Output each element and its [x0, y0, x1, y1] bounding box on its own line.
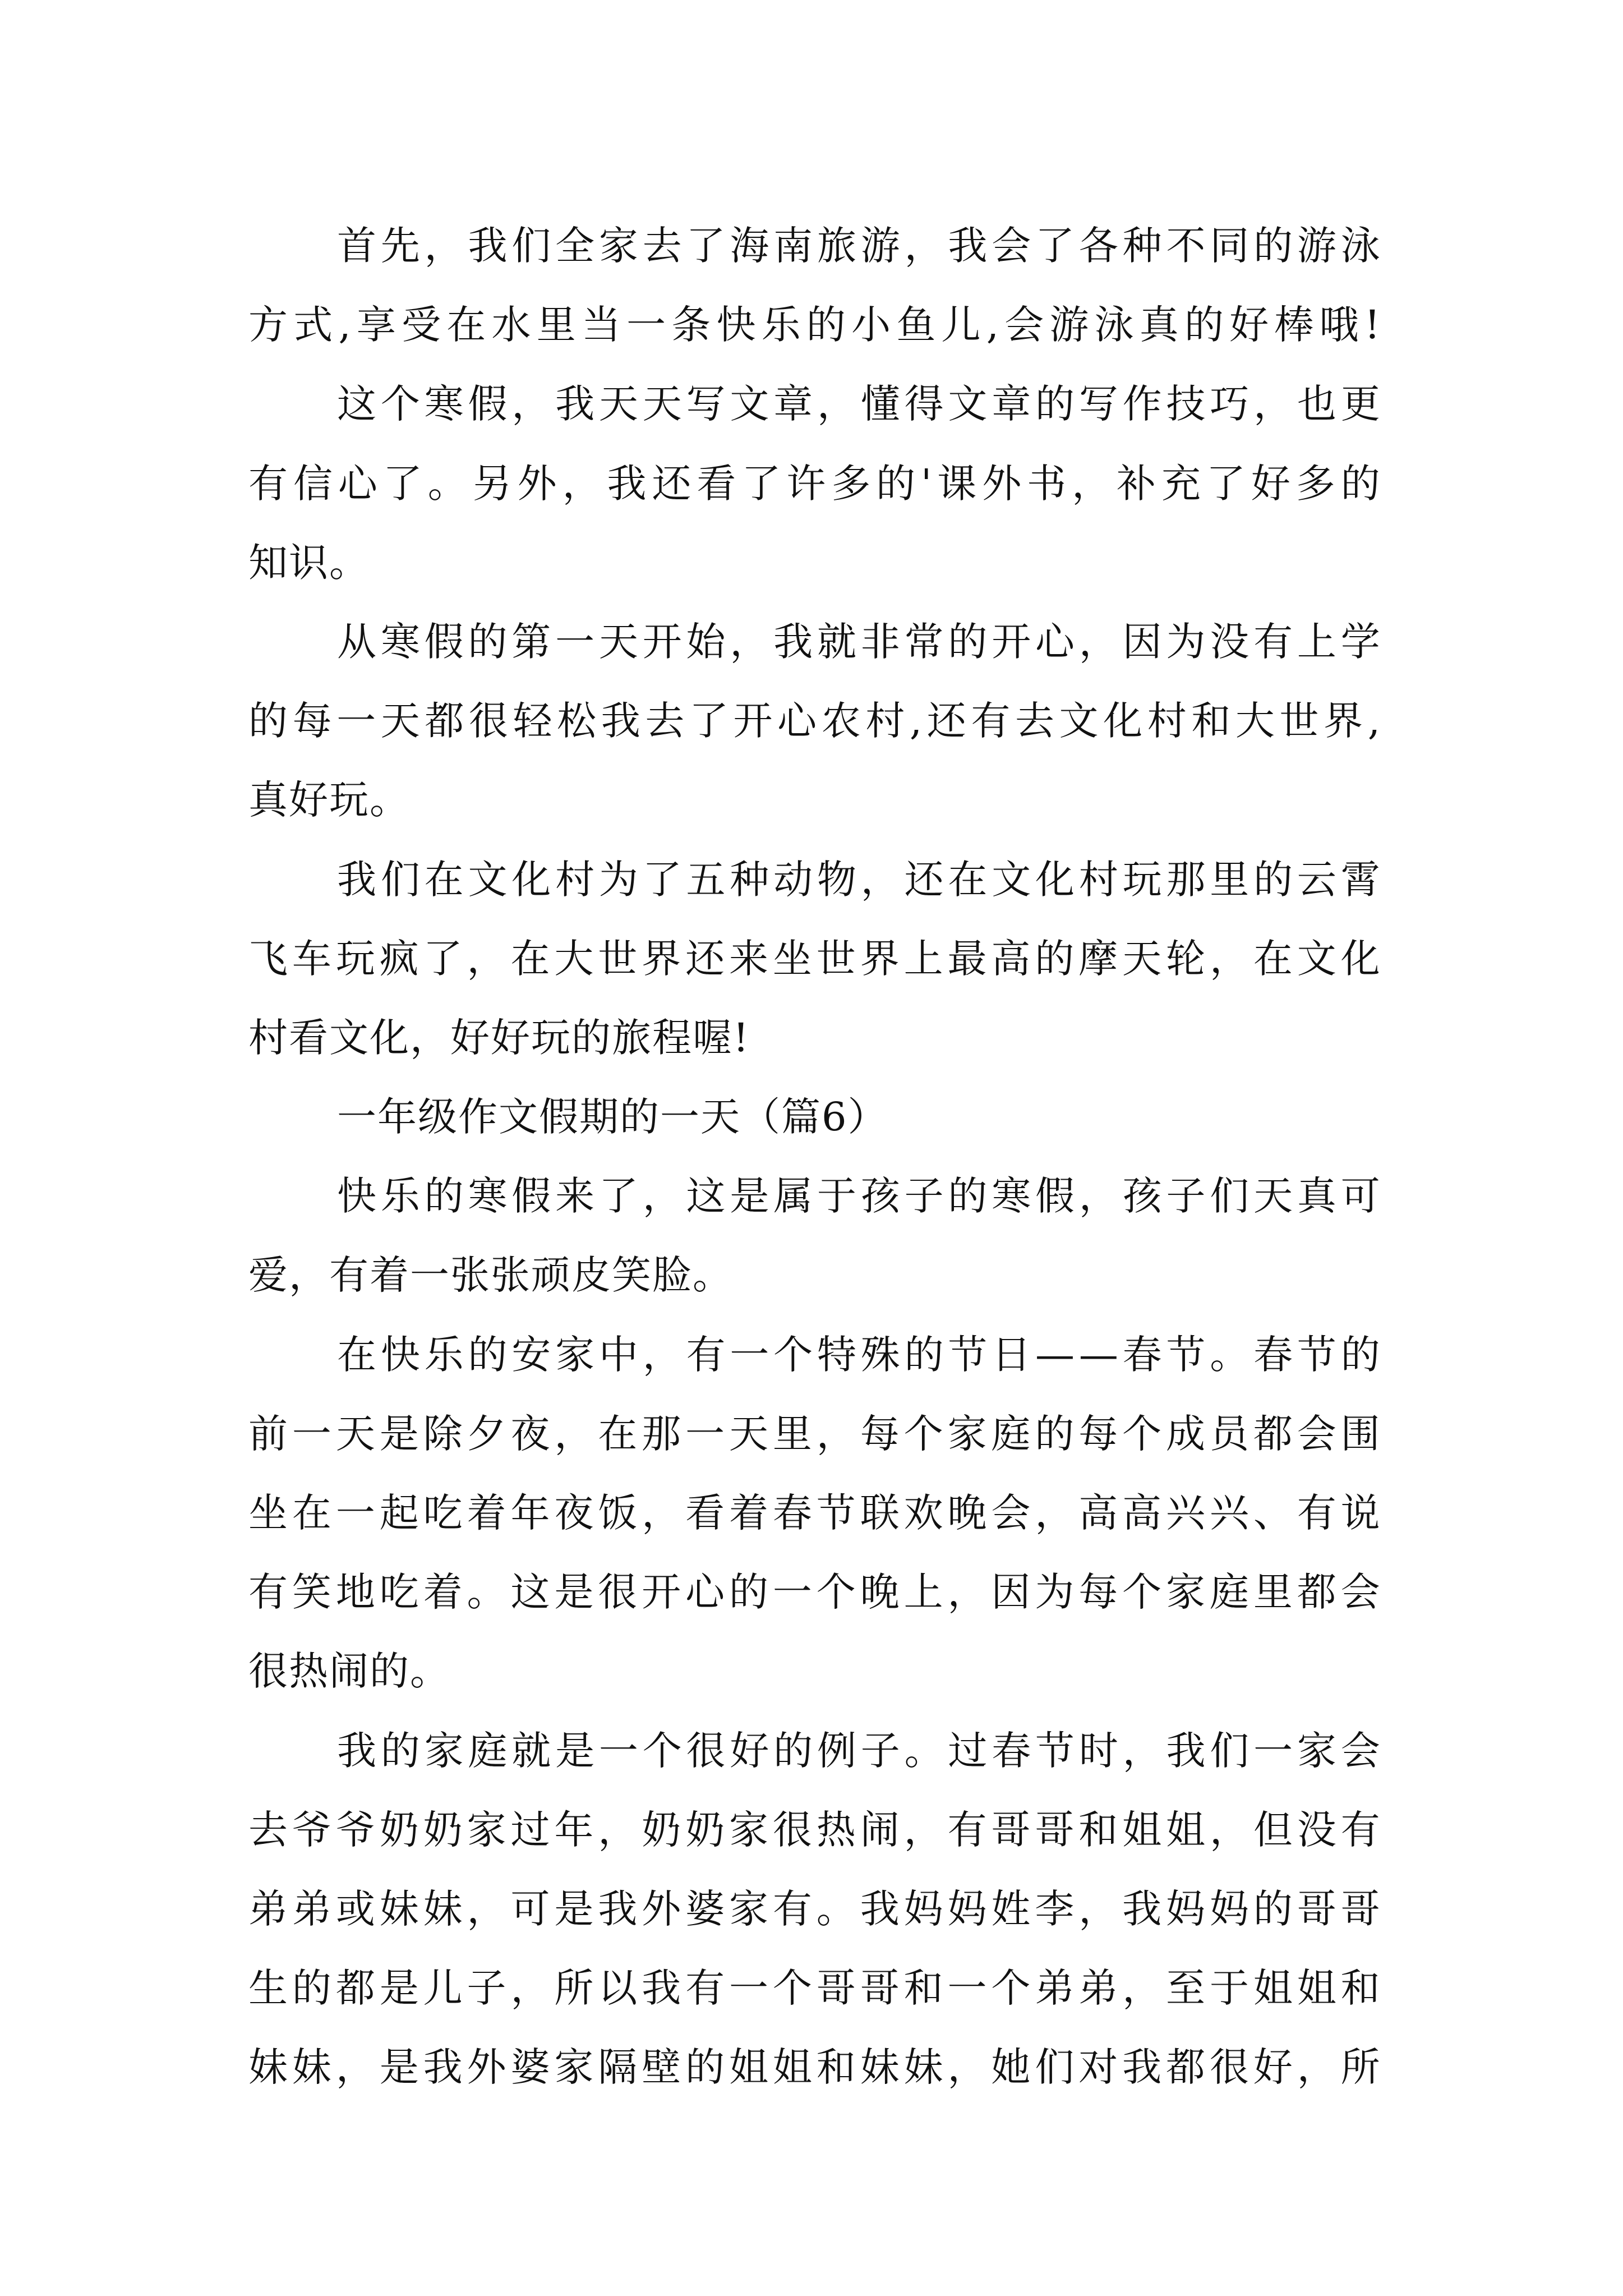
text-line: 方 式 , 享 受 在 水 里 当 一 条 快 乐 的 小 鱼 儿 , 会 游 泳 真 的 好 棒 哦 ! — [248, 302, 1381, 348]
text-line: 我 们 在 文 化 村 为 了 五 种 动 物 ， 还 在 文 化 村 玩 那 里 的 云 霄 — [337, 856, 1381, 903]
document-body — [248, 206, 1381, 2108]
text-line: 生 的 都 是 儿 子 ， 所 以 我 有 一 个 哥 哥 和 一 个 弟 弟 ， 至 于 姐 姐 和 — [248, 1965, 1381, 2012]
text-line: 飞 车 玩 疯 了 ， 在 大 世 界 还 来 坐 世 界 上 最 高 的 摩 天 轮 ， 在 文 化 — [248, 935, 1381, 982]
text-line: 知识。 — [248, 539, 370, 586]
text-line: 这 个 寒 假 ， 我 天 天 写 文 章 ， 懂 得 文 章 的 写 作 技 巧 ， 也 更 — [337, 381, 1381, 427]
section-heading: 一年级作文假期的一天（篇6） — [337, 1094, 888, 1140]
text-line: 的 每 一 天 都 很 轻 松 我 去 了 开 心 农 村 , 还 有 去 文 化 村 和 大 世 界 , — [248, 698, 1381, 744]
text-line: 有 笑 地 吃 着 。 这 是 很 开 心 的 一 个 晚 上 ， 因 为 每 个 家 庭 里 都 会 — [248, 1569, 1381, 1616]
text-line: 去 爷 爷 奶 奶 家 过 年 ， 奶 奶 家 很 热 闹 ， 有 哥 哥 和 姐 姐 ， 但 没 有 — [248, 1806, 1381, 1853]
text-line: 首 先 ， 我 们 全 家 去 了 海 南 旅 游 ， 我 会 了 各 种 不 同 的 游 泳 — [337, 223, 1381, 269]
text-line: 村看文化，好好玩的旅程喔! — [248, 1014, 750, 1061]
text-line: 在 快 乐 的 安 家 中 ， 有 一 个 特 殊 的 节 日 — — 春 节 。 春 节 的 — [337, 1331, 1381, 1378]
text-line: 坐 在 一 起 吃 着 年 夜 饭 ， 看 着 春 节 联 欢 晚 会 ， 高 高 兴 兴 、 有 说 — [248, 1490, 1381, 1536]
text-line: 前 一 天 是 除 夕 夜 ， 在 那 一 天 里 ， 每 个 家 庭 的 每 个 成 员 都 会 围 — [248, 1410, 1381, 1457]
text-line: 真好玩。 — [248, 777, 410, 823]
text-line: 从 寒 假 的 第 一 天 开 始 ， 我 就 非 常 的 开 心 ， 因 为 没 有 上 学 — [337, 618, 1381, 665]
text-line: 弟 弟 或 妹 妹 ， 可 是 我 外 婆 家 有 。 我 妈 妈 姓 李 ， 我 妈 妈 的 哥 哥 — [248, 1885, 1381, 1932]
text-line: 有 信 心 了 。 另 外 ， 我 还 看 了 许 多 的 ' 课 外 书 ， 补 充 了 好 多 的 — [248, 460, 1381, 507]
text-line: 我 的 家 庭 就 是 一 个 很 好 的 例 子 。 过 春 节 时 ， 我 们 一 家 会 — [337, 1727, 1381, 1774]
text-line: 爱，有着一张张顽皮笑脸。 — [248, 1252, 733, 1299]
text-line: 很热闹的。 — [248, 1648, 450, 1695]
text-line: 快 乐 的 寒 假 来 了 ， 这 是 属 于 孩 子 的 寒 假 ， 孩 子 们 天 真 可 — [337, 1173, 1381, 1220]
text-line: 妹 妹 ， 是 我 外 婆 家 隔 壁 的 姐 姐 和 妹 妹 ， 她 们 对 我 都 很 好 ， 所 — [248, 2044, 1381, 2091]
